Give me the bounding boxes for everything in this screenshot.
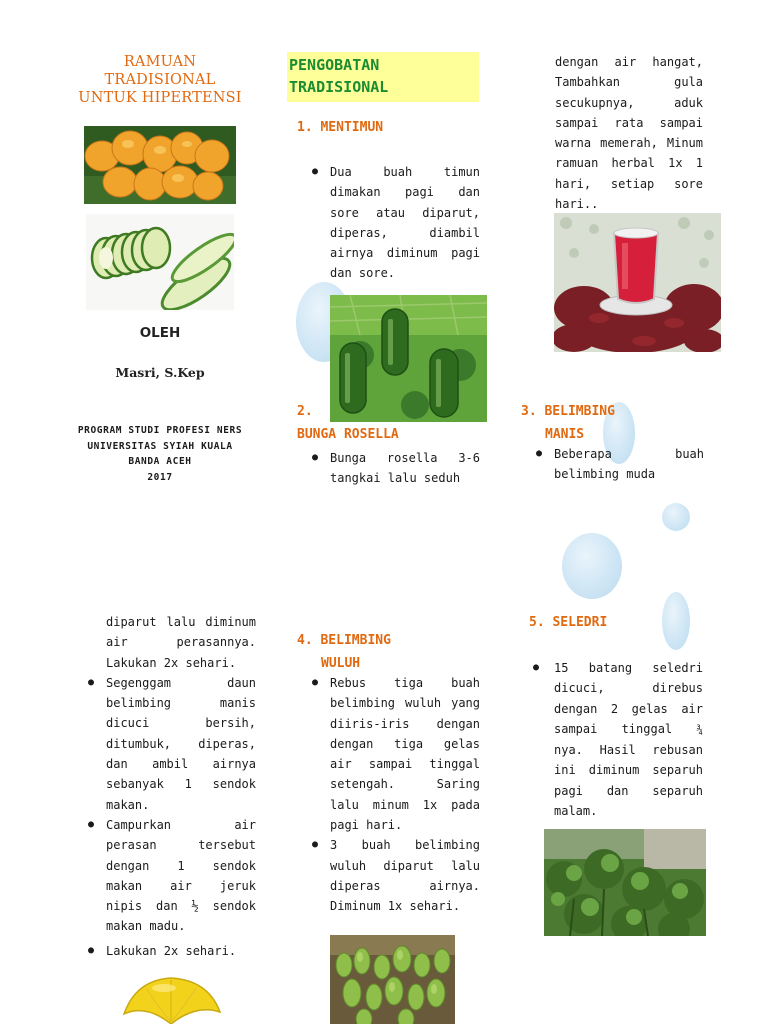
item2-number: 2. (297, 404, 313, 419)
institution-block (54, 423, 266, 485)
continuation-paragraph: diparut lalu diminum air perasannya. Lakukan 2x sehari. (106, 615, 256, 670)
title-line: TRADISIONAL (104, 72, 216, 88)
celery-photo (544, 829, 706, 936)
decorative-bubble (562, 533, 622, 599)
rosella-tea-photo (554, 213, 721, 352)
section-heading-line: TRADISIONAL (289, 78, 389, 96)
item3-heading (521, 400, 615, 446)
item3-heading-line: MANIS (545, 427, 585, 442)
celery-text-part: nya. Hasil rebusan ini diminum separuh pagi dan separuh malam. (554, 743, 703, 819)
cucumber-vine-photo (330, 295, 487, 422)
item4-heading (297, 629, 391, 675)
starfruit-photo (84, 126, 236, 204)
starfruit-bottom-photo (116, 974, 226, 1024)
list-item: ● Bunga rosella 3-6 tangkai lalu seduh (308, 448, 480, 489)
section-heading (287, 52, 479, 102)
item2-heading: BUNGA ROSELLA (297, 427, 399, 442)
list-item: ● Beberapa buah belimbing muda (532, 444, 704, 485)
list-item: ● Campurkan air perasan tersebut dengan 1 sendok makan air jeruk nipis dan ½ sendok makan madu. (84, 815, 256, 937)
institution-line: 2017 (147, 471, 173, 483)
celery-text-part: 15 batang seledri dicuci, direbus dengan 2 gelas air sampai tinggal (554, 661, 703, 736)
institution-line: UNIVERSITAS SYIAH KUALA (87, 440, 233, 452)
title-line: RAMUAN (123, 54, 197, 70)
item2-text-block (308, 448, 480, 489)
item4-text-block (308, 673, 480, 917)
item4-heading-line: 4. BELIMBING (297, 633, 391, 648)
rosella-continuation-text: dengan air hangat, Tambahkan gula secukupnya, aduk sampai rata sampai warna memerah, Minum ramuan herbal 1x 1 hari, setiap sore hari.. (555, 55, 703, 212)
cucumber-slices-photo (86, 214, 234, 310)
institution-line: PROGRAM STUDI PROFESI NERS (77, 425, 243, 436)
item5-text-block (533, 658, 703, 821)
list-item: ● Dua buah timun dimakan pagi dan sore atau diparut, diperas, diambil airnya diminum pagi dan sore. (308, 162, 480, 284)
item1-heading: 1. MENTIMUN (297, 120, 384, 135)
oleh-label: OLEH (139, 325, 181, 341)
section-heading-line: PENGOBATAN (289, 56, 380, 74)
list-item (533, 658, 703, 821)
list-item: ● 3 buah belimbing wuluh diparut lalu diperas airnya. Diminum 1x sehari. (308, 835, 480, 916)
item5-heading: 5. SELEDRI (529, 615, 608, 630)
item4-heading-line: WULUH (321, 656, 361, 671)
title-line: UNTUK HIPERTENSI (78, 90, 242, 106)
item3-heading-line: 3. BELIMBING (521, 404, 615, 419)
item3-text-block (532, 444, 704, 485)
fraction-three-quarters: ¾ (696, 722, 703, 736)
author-name: Masri, S.Kep (115, 365, 205, 380)
list-item: ● Segenggam daun belimbing manis dicuci bersih, ditumbuk, diperas, dan ambil airnya sebanyak 1 sendok makan. (84, 673, 256, 815)
institution-line: BANDA ACEH (128, 456, 192, 467)
brochure-title (64, 53, 256, 107)
bilimbi-photo (330, 935, 455, 1024)
list-item: ● Lakukan 2x sehari. (84, 941, 256, 961)
item1-text-block (308, 162, 480, 284)
list-item: ● Rebus tiga buah belimbing wuluh yang diiris-iris dengan dengan tiga gelas air sampai tinggal setengah. Saring lalu minum 1x pada pagi hari. (308, 673, 480, 835)
decorative-bubble (662, 503, 690, 531)
decorative-bubble (662, 592, 690, 650)
bullet-dot: ● (533, 662, 540, 673)
starfruit-continuation-text (84, 612, 256, 961)
